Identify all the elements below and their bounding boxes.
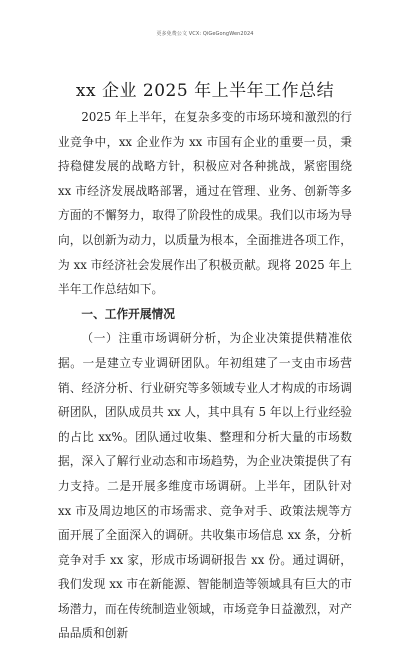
section-paragraph: （一）注重市场调研分析，为企业决策提供精准依据。一是建立专业调研团队。年初组建了一支由市场营销、经济分析、行业研究等多领域专业人才构成的市场调研团队，团队成员共 xx 人，其中具有 5 年以上行业经验的占比 xx%。团队通过收集、整理和分析大量的市场数据，深入了解行业动态和市场趋势，为企业决策提供了有力支持。二是开展多维度市场调研。上半年，团队针对 xx 市及周边地区的市场需求、竞争对手、政策法规等方面开展了全面深入的调研。共收集市场信息 xx 条，分析竞争对手 xx 家，形成市场调研报告 xx 份。通过调研，我们发现 xx 市在新能源、智能制造等领域具有巨大的市场潜力，而在传统制造业领域，市场竞争日益激烈，对产品品质和创新 bbox=[58, 331, 352, 641]
document-body bbox=[58, 105, 352, 646]
section-heading: 一、工作开展情况 bbox=[81, 306, 175, 321]
document-title: xx 企业 2025 年上半年工作总结 bbox=[75, 81, 335, 101]
intro-paragraph: 2025 年上半年，在复杂多变的市场环境和激烈的行业竞争中，xx 企业作为 xx 市国有企业的重要一员，秉持稳健发展的战略方针，积极应对各种挑战，紧密围绕 xx 市经济发展战略部署，通过在管理、业务、创新等多方面的不懈努力，取得了阶段性的成果。我们以市场为导向，以创新为动力，以质量为根本，全面推进各项工作，为 xx 市经济社会发展作出了积极贡献。现将 2025 年上半年工作总结如下。 bbox=[58, 110, 352, 297]
watermark-text: 更多免费公文 VCX: QiGeGongWen2024 bbox=[156, 31, 254, 37]
